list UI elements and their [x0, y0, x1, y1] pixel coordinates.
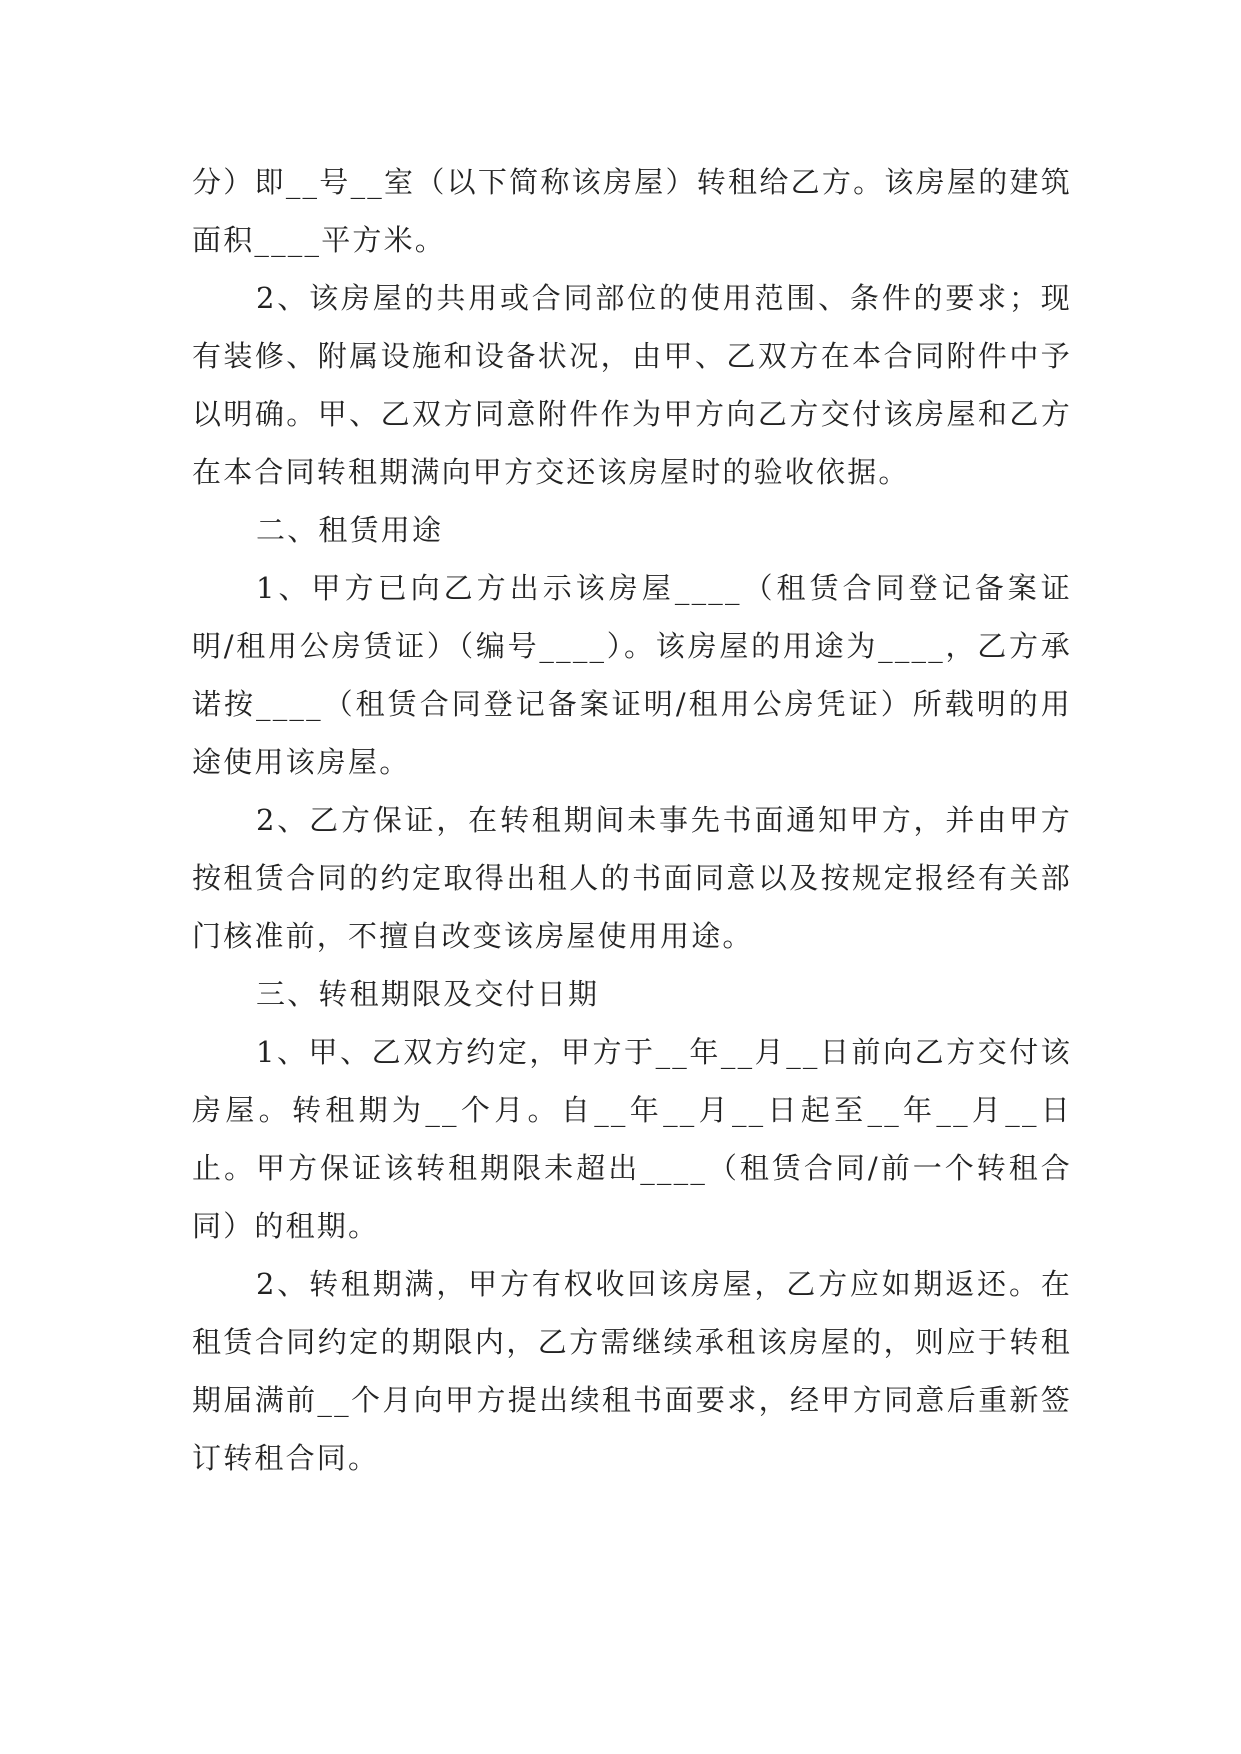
- paragraph-area-clause: 分）即__号__室（以下简称该房屋）转租给乙方。该房屋的建筑面积____平方米。: [192, 165, 1072, 257]
- paragraph-usage-guarantee-clause: 2、乙方保证，在转租期间未事先书面通知甲方，并由甲方按租赁合同的约定取得出租人的书面同意以及按规定报经有关部门核准前，不擅自改变该房屋使用用途。: [192, 803, 1072, 953]
- paragraph-usage-certificate-clause: 1、甲方已向乙方出示该房屋____（租赁合同登记备案证明/租用公房赁证）（编号____）。该房屋的用途为____，乙方承诺按____（租赁合同登记备案证明/租用公房凭证）所载明的用途使用该房屋。: [192, 571, 1072, 779]
- paragraph-term-expiry-clause: 2、转租期满，甲方有权收回该房屋，乙方应如期返还。在租赁合同约定的期限内，乙方需继续承租该房屋的，则应于转租期届满前__个月向甲方提出续租书面要求，经甲方同意后重新签订转租合同。: [192, 1267, 1072, 1475]
- paragraph-delivery-date-clause: 1、甲、乙双方约定，甲方于__年__月__日前向乙方交付该房屋。转租期为__个月。自__年__月__日起至__年__月__日止。甲方保证该转租期限未超出____（租赁合同/前一个转租合同）的租期。: [192, 1035, 1072, 1243]
- document-body: [192, 153, 1072, 1487]
- paragraph-shared-parts-clause: 2、该房屋的共用或合同部位的使用范围、条件的要求；现有装修、附属设施和设备状况，由甲、乙双方在本合同附件中予以明确。甲、乙双方同意附件作为甲方向乙方交付该房屋和乙方在本合同转租期满向甲方交还该房屋时的验收依据。: [192, 281, 1072, 489]
- section-heading-lease-purpose: 二、租赁用途: [256, 513, 444, 547]
- section-heading-term-and-delivery: 三、转租期限及交付日期: [256, 977, 600, 1011]
